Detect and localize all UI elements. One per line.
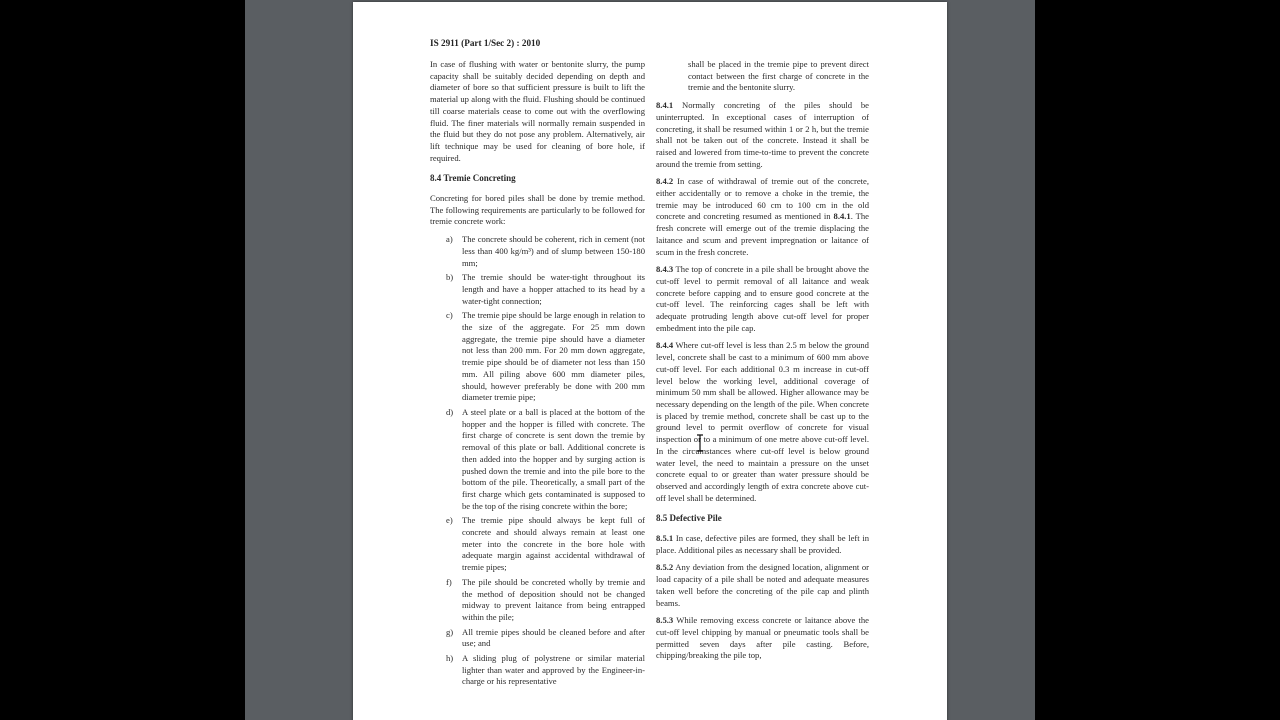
clause-8-4-4 [656,340,869,504]
clause-reference: 8.4.1 [833,211,851,222]
right-column [656,59,869,668]
list-item-label: h) [446,653,454,664]
clause-8-4-2 [656,176,869,258]
list-item-text: A steel plate or a ball is placed at the bottom of the hopper and the hopper is filled with concrete. The first charge of concrete is sent down the tremie by removal of this plate or ball. Additional concrete is then added into the hopper and by surging action is pushed down the tremie and into the pile bore to the bottom of the pile. Theoretically, a small part of the first charge which gets contaminated is supposed to be the top of the rising concrete within the bore; [462,406,645,511]
list-item [430,577,645,624]
section-heading-8-4: 8.4 Tremie Concreting [430,173,516,184]
list-item [430,310,645,404]
clause-text: The top of concrete in a pile shall be brought above the cut-off level to permit removal of all laitance and weak concrete before capping and to ensure good concrete at the cut-off level. The reinforcing cages shall be left with adequate protruding length above cut-off level for proper embedment into the pile cap. [656,264,869,333]
clause-8-4-3 [656,264,869,334]
list-item-label: b) [446,272,454,283]
left-column [430,59,645,691]
clause-number: 8.4.1 [656,100,674,111]
clause-text: Any deviation from the designed location, alignment or load capacity of a pile shall be noted and adequate measures taken well before the concreting of the pile cap and plinth beams. [656,562,869,608]
clause-8-5-1 [656,533,869,556]
list-item-text: The pile should be concreted wholly by tremie and the method of deposition should not be changed midway to prevent laitance from being entrapped within the pile; [462,576,645,622]
list-item-text: The concrete should be coherent, rich in cement (not less than 400 kg/m³) and of slump between 150-180 mm; [462,234,645,268]
clause-text: . The fresh concrete will emerge out of the tremie displacing the laitance and scum and prevent impregnation or laitance of scum in the fresh concrete. [656,211,869,257]
list-item [430,407,645,512]
list-item-label: c) [446,310,453,321]
list-item-label: d) [446,406,454,417]
clause-8-5-3 [656,615,869,662]
continued-item-text: shall be placed in the tremie pipe to prevent direct contact between the first charge of concrete in the tremie and the bentonite slurry. [688,59,869,93]
list-item-label: a) [446,234,453,245]
list-item-label: g) [446,626,454,637]
list-item-text: The tremie pipe should be large enough in relation to the size of the aggregate. For 25 mm down aggregate, the tremie pipe should have a diameter not less than 200 mm. For 20 mm down aggregate, tremie pipe should be of diameter not less than 150 mm. All piling above 600 mm diameter piles, should, however preferably be done with 200 mm diameter tremie pipe; [462,310,645,403]
list-item [430,272,645,307]
clause-text: In case, defective piles are formed, they shall be left in place. Additional piles as necessary shall be provided. [656,533,869,555]
clause-text: Normally concreting of the piles should be uninterrupted. In exceptional cases of interruption of concreting, it shall be resumed within 1 or 2 h, but the tremie shall not be taken out of the concrete. Instead it shall be raised and lowered from time-to-time to prevent the concrete around the tremie from setting. [656,100,869,169]
clause-text: Where cut-off level is less than 2.5 m below the ground level, concrete shall be cast to a minimum of 600 mm above cut-off level. For each additional 0.3 m increase in cut-off level below the working level, additional coverage of minimum 50 mm shall be allowed. Higher allowance may be necessary depending on the length of the pile. When concrete is placed by tremie method, concrete shall be cast up to the ground level to permit overflow of concrete for visual inspection or to a minimum of one metre above cut-off level. In the circumstances where cut-off level is below ground water level, the need to maintain a pressure on the unset concrete equal to or greater than water pressure should be observed and accordingly length of extra concrete above cut-off level shall be determined. [656,340,869,503]
clause-number: 8.4.4 [656,340,674,351]
clause-number: 8.5.1 [656,533,674,544]
list-item-text: All tremie pipes should be cleaned before and after use; and [462,626,645,649]
clause-number: 8.4.2 [656,176,674,187]
clause-text: While removing excess concrete or laitance above the cut-off level chipping by manual or pneumatic tools shall be permitted seven days after pile casting. Before, chipping/breaking the pile top, [656,615,869,661]
document-page [353,2,947,720]
intro-paragraph: In case of flushing with water or bentonite slurry, the pump capacity shall be suitably decided depending on depth and diameter of bore so that sufficient pressure is built to lift the material up along with the fluid. Flushing should be continued till coarse materials cease to come out with the overflowing fluid. The finer materials will normally remain suspended in the fluid but they do not pose any problem. Alternatively, air lift technique may be used for cleaning of bore hole, if required. [430,59,645,163]
list-item-text: The tremie should be water-tight throughout its length and have a hopper attached to its head by a water-tight connection; [462,272,645,306]
requirements-list [430,234,645,688]
list-item [430,234,645,269]
clause-number: 8.5.2 [656,562,674,573]
tremie-paragraph: Concreting for bored piles shall be done by tremie method. The following requirements are particularly to be followed for tremie concrete work: [430,193,645,227]
text-cursor-icon [696,434,704,452]
list-item [430,627,645,650]
clause-number: 8.5.3 [656,615,674,626]
document-viewer[interactable] [245,0,1035,720]
clause-8-5-2 [656,562,869,609]
list-item-text: A sliding plug of polystrene or similar material lighter than water and approved by the Engineer-in-charge or his representative [462,653,645,687]
list-item [430,515,645,574]
list-item-label: e) [446,515,453,526]
list-item-label: f) [446,576,452,587]
page-header: IS 2911 (Part 1/Sec 2) : 2010 [430,38,541,48]
section-heading-8-5: 8.5 Defective Pile [656,513,722,524]
clause-8-4-1 [656,100,869,170]
list-item-text: The tremie pipe should always be kept full of concrete and should always remain at least one meter into the concrete in the bore hole with adequate margin against accidental withdrawal of tremie pipes; [462,515,645,573]
clause-text: In case of withdrawal of tremie out of the concrete, either accidentally or to remove a choke in the tremie, the tremie may be introduced 60 cm to 100 cm in the old concrete and concreting resumed as mentioned in [656,176,869,222]
clause-number: 8.4.3 [656,264,674,275]
list-item [430,653,645,688]
